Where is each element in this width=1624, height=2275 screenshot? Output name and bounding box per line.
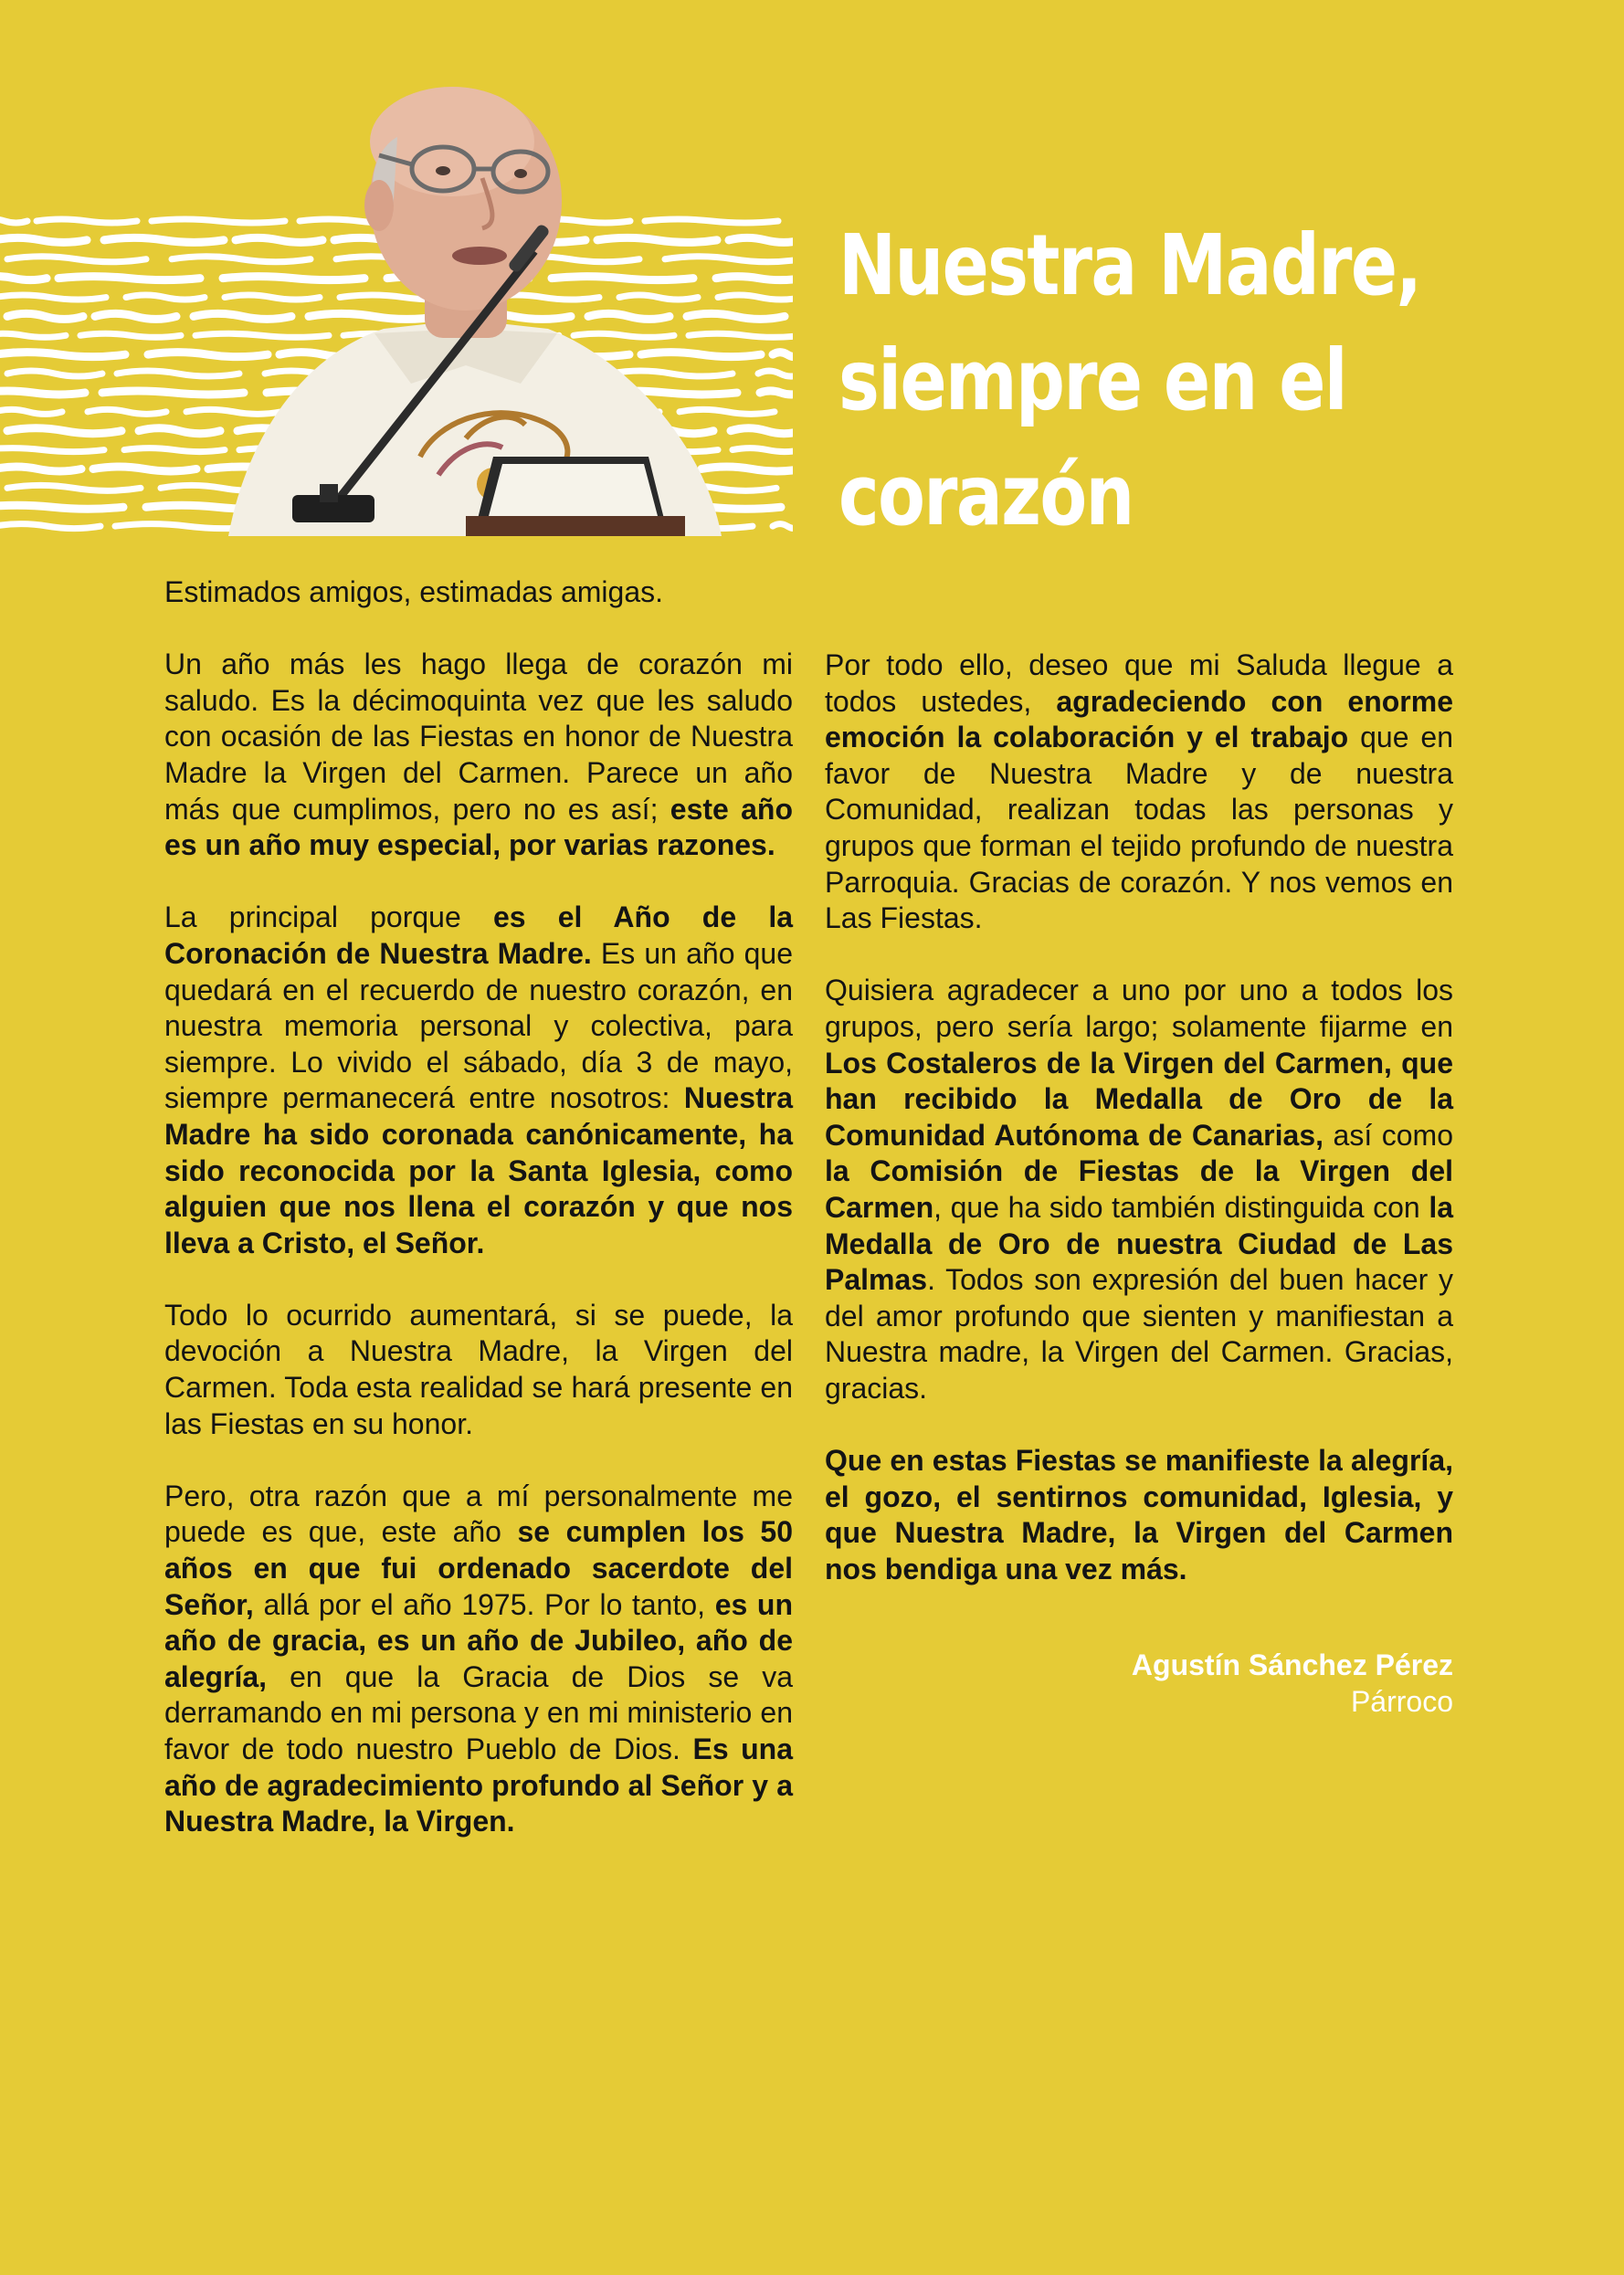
paragraph: La principal porque es el Año de la Coronación de Nuestra Madre. Es un año que quedará en el recuerdo de nuestro corazón, en nuestra memoria personal y colectiva, para siempre. Lo vivido el sábado, día 3 de mayo, siempre permanecerá entre nosotros: Nuestra Madre ha sido coronada canónicamente, ha sido reconocida por la Santa Iglesia, como alguien que nos llena el corazón y que nos lleva a Cristo, el Señor. bbox=[164, 901, 794, 1259]
emphasis-text: agradeciendo con enorme emoción la colaboración y el trabajo bbox=[825, 684, 1454, 754]
signature-block bbox=[825, 1648, 1453, 1720]
wave-stripe bbox=[0, 448, 104, 452]
signature-role: Párroco bbox=[1350, 1684, 1453, 1718]
greeting: Estimados amigos, estimadas amigas. bbox=[164, 575, 663, 608]
wave-stripe bbox=[80, 333, 181, 337]
paragraph: Todo lo ocurrido aumentará, si se puede, la devoción a Nuestra Madre, la Virgen del Carmen. Toda esta realidad se hará presente en las Fiestas en su honor. bbox=[164, 1298, 793, 1440]
emphasis-text: Es una año de agradecimiento profundo al Señor y a Nuestra Madre, la Virgen. bbox=[164, 1733, 794, 1838]
paragraph: Pero, otra razón que a mí personalmente me puede es que, este año se cumplen los 50 años en que fui ordenado sacerdote del Señor, allá por el año 1975. Por lo tanto, es un año de gracia, es un año de Jubileo, año de alegría, en que la Gracia de Dios se va derramando en mi persona y en mi ministerio en favor de todo nuestro Pueblo de Dios. Es una año de agradecimiento profundo al Señor y a Nuestra Madre, la Virgen. bbox=[164, 1479, 794, 1838]
wave-stripe bbox=[0, 524, 100, 529]
wave-stripe bbox=[731, 428, 793, 434]
emphasis-text: este año es un año muy especial, por varias razones. bbox=[164, 792, 794, 862]
wave-stripe bbox=[7, 257, 146, 262]
paragraph: Quisiera agradecer a uno por uno a todos los grupos, pero sería largo; solamente fijarme en Los Costaleros de la Virgen del Carmen, que han recibido la Medalla de Oro de la Comunidad Autónoma de Canarias, así como la Comisión de Fiestas de la Virgen del Carmen, que ha sido también distinguida con la Medalla de Oro de nuestra Ciudad de Las Palmas. Todos son expresión del buen hacer y del amor profundo que sienten y manifiestan a Nuestra madre, la Virgen del Carmen. Gracias, gracias. bbox=[825, 974, 1454, 1405]
emphasis-text: es un año de gracia, es un año de Jubileo, año de alegría, bbox=[164, 1587, 794, 1693]
emphasis-text: la Medalla de Oro de nuestra Ciudad de Las Palmas bbox=[825, 1190, 1453, 1297]
wave-stripe bbox=[773, 524, 793, 529]
wave-stripe bbox=[95, 313, 176, 319]
title-line-2: siempre en el bbox=[838, 332, 1347, 429]
left-text-column bbox=[164, 574, 793, 1876]
right-text-column bbox=[825, 648, 1453, 1624]
wave-stripe bbox=[0, 391, 85, 395]
wave-stripe bbox=[0, 333, 66, 337]
emphasis-text: la Comisión de Fiestas de la Virgen del Carmen bbox=[825, 1154, 1453, 1224]
wave-stripe bbox=[773, 353, 793, 357]
signature-name: Agustín Sánchez Pérez bbox=[1131, 1648, 1453, 1681]
paragraph: Un año más les hago llega de corazón mi saludo. Es la décimoquinta vez que les saludo con ocasión de las Fiestas en honor de Nuestra Madre la Virgen del Carmen. Parece un año más que cumplimos, pero no es así; este año es un año muy especial, por varias razones. bbox=[164, 648, 794, 862]
wave-stripe bbox=[0, 277, 47, 280]
wave-stripe bbox=[7, 428, 121, 434]
emphasis-text: Nuestra Madre ha sido coronada canónicamente, ha sido reconocida por la Santa Iglesia, como alguien que nos llena el corazón y que nos lleva a Cristo, el Señor. bbox=[164, 1081, 793, 1259]
title-line-1: Nuestra Madre, bbox=[838, 216, 1421, 314]
page-title bbox=[838, 208, 1421, 553]
wave-stripe bbox=[0, 219, 27, 223]
wave-stripe bbox=[733, 448, 793, 452]
wave-stripe bbox=[0, 237, 87, 242]
emphasis-text: Los Costaleros de la Virgen del Carmen, que han recibido la Medalla de Oro de la Comunidad Autónoma de Canarias, bbox=[825, 1046, 1453, 1152]
wave-stripe bbox=[0, 467, 81, 471]
wave-stripe bbox=[93, 467, 196, 471]
emphasis-text: es el Año de la Coronación de Nuestra Madre. bbox=[164, 901, 794, 970]
wave-stripe bbox=[760, 391, 793, 395]
priest-portrait bbox=[192, 55, 740, 536]
wave-stripe bbox=[0, 505, 123, 509]
wave-stripe bbox=[37, 219, 137, 223]
wave-stripe bbox=[0, 295, 106, 300]
emphasis-text: se cumplen los 50 años en que fui ordenado sacerdote del Señor, bbox=[164, 1515, 794, 1621]
wave-stripe bbox=[758, 371, 793, 376]
wave-stripe bbox=[7, 485, 141, 490]
wave-stripe bbox=[58, 277, 200, 280]
wave-stripe bbox=[0, 353, 125, 357]
wave-stripe bbox=[7, 313, 83, 319]
emphasis-text: Que en estas Fiestas se manifieste la alegría, el gozo, el sentirnos comunidad, Iglesia, y que Nuestra Madre, la Virgen del Carmen nos bendiga una vez más. bbox=[825, 1444, 1453, 1585]
title-line-3: corazón bbox=[838, 447, 1134, 544]
wave-stripe bbox=[7, 371, 102, 376]
paragraph: Por todo ello, deseo que mi Saluda llegue a todos ustedes, agradeciendo con enorme emoción la colaboración y el trabajo que en favor de Nuestra Madre y de nuestra Comunidad, realizan todas las personas y grupos que forman el tejido profundo de nuestra Parroquia. Gracias de corazón. Y nos vemos en Las Fiestas. bbox=[825, 648, 1454, 935]
wave-stripe bbox=[88, 409, 166, 414]
wave-stripe bbox=[0, 409, 62, 414]
paragraph bbox=[825, 1443, 1453, 1587]
